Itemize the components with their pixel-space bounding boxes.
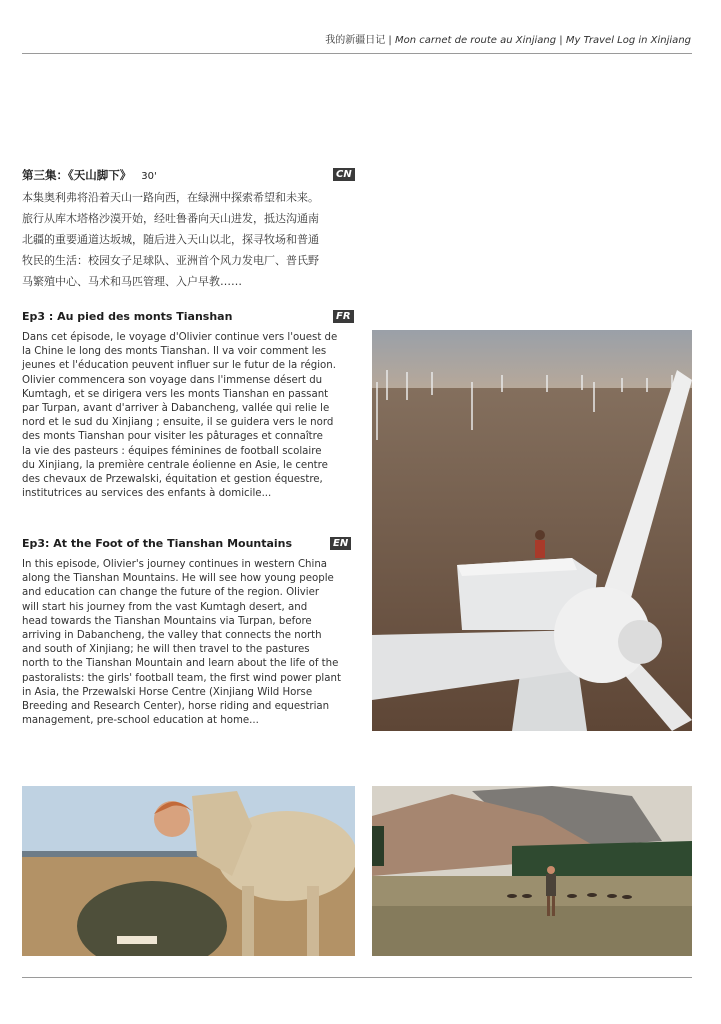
en-line: In this episode, Olivier's journey continues in western China — [22, 559, 328, 570]
fr-line: Kumtagh, et se dirigera vers les monts Tianshan en passant — [22, 388, 329, 400]
cn-line: 北疆的重要通道达坂城，随后进入天山以北，探寻牧场和普通 — [22, 233, 319, 246]
pasture-photo — [372, 786, 692, 956]
horse-photo — [22, 786, 355, 956]
en-line: pastoralists: the girls' football team, the first wind power plant — [22, 672, 341, 684]
en-line: and education can change the future of the region. Olivier — [22, 587, 320, 599]
cn-lang-badge: CN — [333, 168, 355, 181]
header-fr: Mon carnet de route au Xinjiang — [395, 35, 557, 46]
footer-rule — [22, 977, 692, 978]
cn-line: 马繁殖中心、马术和马匹管理、入户早教…… — [22, 275, 242, 288]
fr-line: du Xinjiang, la première centrale éolienne en Asie, le centre — [22, 459, 328, 471]
fr-line: institutrices au services des enfants à domicile... — [22, 488, 272, 500]
en-line: management, pre-school education at home... — [22, 715, 259, 727]
en-body — [22, 558, 357, 728]
fr-line: nord et le sud du Xinjiang ; ensuite, il se guidera vers le nord — [22, 417, 334, 429]
en-line: in Asia, the Przewalski Horse Centre (Xinjiang Wild Horse — [22, 686, 313, 698]
cn-line: 牧民的生活：校园女子足球队、亚洲首个风力发电厂、普氏野 — [22, 254, 319, 267]
fr-body — [22, 331, 357, 501]
cn-line: 本集奥利弗将沿着天山一路向西，在绿洲中探索希望和未来。 — [22, 191, 319, 204]
en-line: and south of Xinjiang; he will then travel to the pastures — [22, 644, 310, 656]
header-en: My Travel Log in Xinjiang — [565, 35, 691, 46]
fr-line: des monts Tianshan pour visiter les pâturages et connaître — [22, 431, 323, 443]
en-line: will start his journey from the vast Kumtagh desert, and — [22, 601, 308, 613]
wind-turbine-photo — [372, 330, 692, 731]
fr-title: Ep3 : Au pied des monts Tianshan — [22, 310, 233, 323]
header-cn: 我的新疆日记 | — [325, 35, 392, 46]
fr-line: la Chine le long des monts Tianshan. Il va voir comment les — [22, 346, 327, 358]
fr-line: jeunes et l'éducation peuvent influer sur le futur de la région. — [22, 360, 336, 372]
page-header — [325, 31, 691, 46]
header-sep: | — [559, 35, 563, 46]
en-title: Ep3: At the Foot of the Tianshan Mountains — [22, 537, 293, 550]
cn-title — [22, 167, 157, 183]
cn-body — [22, 187, 357, 292]
cn-duration: 30' — [141, 171, 157, 182]
fr-line: par Turpan, avant d'arriver à Dabancheng, vallée qui relie le — [22, 403, 330, 415]
fr-line: Olivier commencera son voyage dans l'immense désert du — [22, 374, 323, 386]
en-lang-badge: EN — [330, 537, 351, 550]
fr-line: Dans cet épisode, le voyage d'Olivier continue vers l'ouest de — [22, 332, 338, 343]
en-line: along the Tianshan Mountains. He will see how young people — [22, 573, 334, 585]
fr-line: la vie des pasteurs : équipes féminines de football scolaire — [22, 445, 322, 457]
header-rule — [22, 53, 692, 54]
fr-lang-badge: FR — [333, 310, 354, 323]
en-line: head towards the Tianshan Mountains via Turpan, before — [22, 615, 312, 627]
en-line: north to the Tianshan Mountain and learn about the life of the — [22, 658, 339, 670]
en-line: arriving in Dabancheng, the valley that connects the north — [22, 630, 322, 642]
cn-line: 旅行从库木塔格沙漠开始，经吐鲁番向天山进发，抵达沟通南 — [22, 212, 319, 225]
en-line: Breeding and Research Center), horse riding and equestrian — [22, 701, 330, 713]
cn-title-text: 第三集：《天山脚下》 — [22, 168, 132, 182]
fr-line: des chevaux de Przewalski, équitation et gestion équestre, — [22, 474, 323, 486]
